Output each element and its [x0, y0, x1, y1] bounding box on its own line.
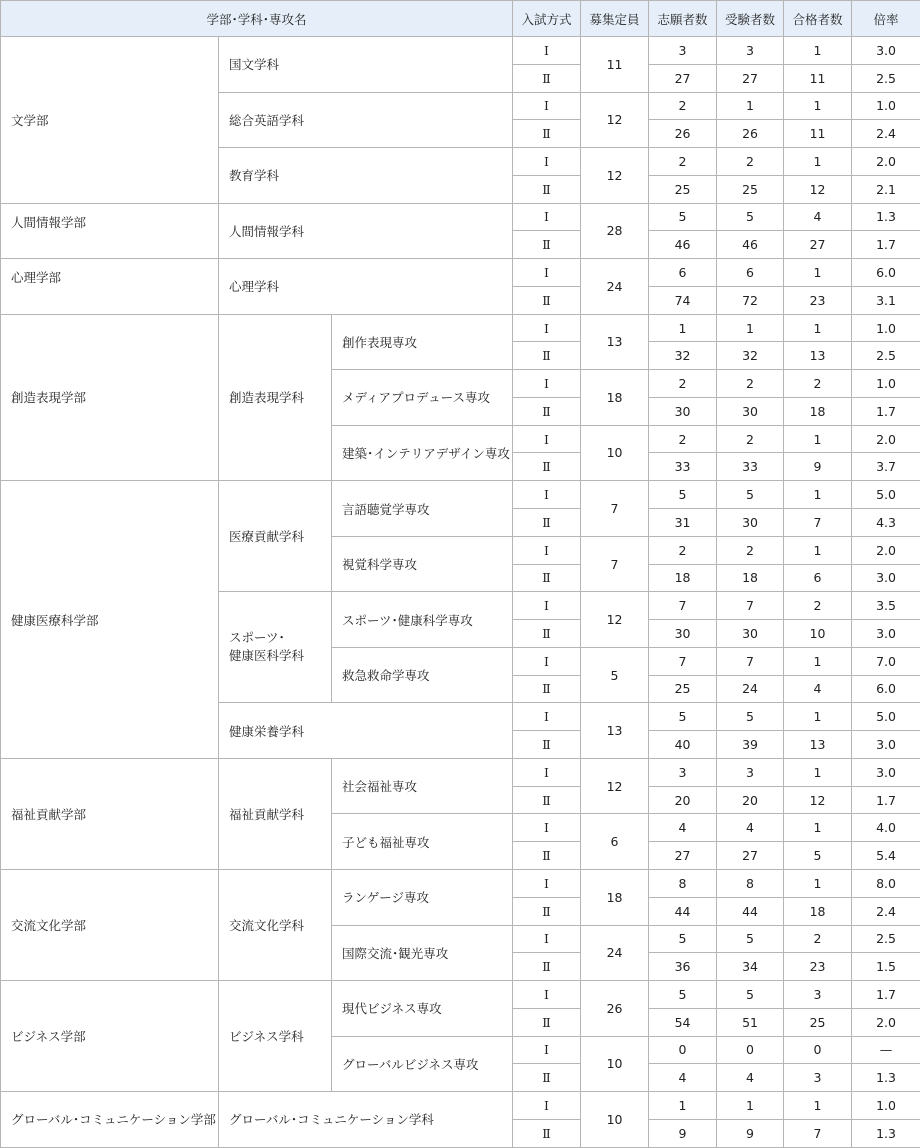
department-name: 国文学科 [219, 37, 513, 93]
applicants: 5 [649, 981, 717, 1009]
table-row [1, 37, 920, 65]
examinees: 1 [717, 1092, 784, 1120]
applicants: 33 [649, 453, 717, 481]
applicants: 27 [649, 64, 717, 92]
examinees: 1 [717, 314, 784, 342]
passers: 1 [784, 37, 852, 65]
examinees: 30 [717, 620, 784, 648]
passers: 6 [784, 564, 852, 592]
passers: 13 [784, 731, 852, 759]
ratio: 1.0 [852, 314, 920, 342]
quota: 12 [581, 148, 649, 204]
examinees: 0 [717, 1036, 784, 1064]
applicants: 4 [649, 814, 717, 842]
exam-method: Ⅰ [513, 536, 581, 564]
exam-method: Ⅰ [513, 425, 581, 453]
passers: 1 [784, 814, 852, 842]
applicants: 6 [649, 259, 717, 287]
passers: 18 [784, 397, 852, 425]
applicants: 25 [649, 175, 717, 203]
exam-method: Ⅰ [513, 203, 581, 231]
major-name: 子ども福祉専攻 [332, 814, 513, 870]
examinees: 72 [717, 286, 784, 314]
exam-method: Ⅱ [513, 120, 581, 148]
quota: 10 [581, 425, 649, 481]
ratio: 1.3 [852, 1064, 920, 1092]
exam-method: Ⅰ [513, 981, 581, 1009]
table-body [1, 37, 920, 1148]
ratio: 2.5 [852, 64, 920, 92]
passers: 13 [784, 342, 852, 370]
examinees: 39 [717, 731, 784, 759]
applicants: 30 [649, 620, 717, 648]
examinees: 9 [717, 1119, 784, 1147]
ratio: 4.3 [852, 509, 920, 537]
examinees: 2 [717, 148, 784, 176]
examinees: 24 [717, 675, 784, 703]
applicants: 3 [649, 758, 717, 786]
examinees: 2 [717, 536, 784, 564]
applicants: 54 [649, 1008, 717, 1036]
major-name: 建築･インテリアデザイン専攻 [332, 425, 513, 481]
table-row [1, 259, 920, 287]
major-name: 創作表現専攻 [332, 314, 513, 370]
ratio: 1.3 [852, 1119, 920, 1147]
exam-method: Ⅰ [513, 37, 581, 65]
table-row [1, 869, 920, 897]
major-name: 言語聴覚学専攻 [332, 481, 513, 537]
applicants: 0 [649, 1036, 717, 1064]
examinees: 20 [717, 786, 784, 814]
applicants: 2 [649, 148, 717, 176]
exam-method: Ⅱ [513, 1064, 581, 1092]
applicants: 44 [649, 897, 717, 925]
exam-method: Ⅰ [513, 592, 581, 620]
exam-method: Ⅰ [513, 703, 581, 731]
quota: 6 [581, 814, 649, 870]
quota: 18 [581, 869, 649, 925]
quota: 12 [581, 92, 649, 148]
examinees: 3 [717, 758, 784, 786]
major-name: 社会福祉専攻 [332, 758, 513, 814]
quota: 18 [581, 370, 649, 426]
header-quota: 募集定員 [581, 1, 649, 37]
applicants: 7 [649, 647, 717, 675]
exam-method: Ⅱ [513, 453, 581, 481]
examinees: 5 [717, 703, 784, 731]
exam-method: Ⅱ [513, 342, 581, 370]
exam-method: Ⅰ [513, 314, 581, 342]
ratio: 3.1 [852, 286, 920, 314]
major-name: ランゲージ専攻 [332, 869, 513, 925]
department-name: スポーツ･ 健康医科学科 [219, 592, 332, 703]
header-name: 学部･学科･専攻名 [1, 1, 513, 37]
exam-method: Ⅱ [513, 620, 581, 648]
applicants: 1 [649, 314, 717, 342]
applicants: 36 [649, 953, 717, 981]
passers: 4 [784, 203, 852, 231]
applicants: 2 [649, 370, 717, 398]
passers: 1 [784, 869, 852, 897]
passers: 25 [784, 1008, 852, 1036]
exam-method: Ⅱ [513, 564, 581, 592]
applicants: 26 [649, 120, 717, 148]
ratio: 1.3 [852, 203, 920, 231]
exam-method: Ⅰ [513, 259, 581, 287]
ratio: 6.0 [852, 259, 920, 287]
major-name: 救急救命学専攻 [332, 647, 513, 703]
table-row [1, 314, 920, 342]
passers: 1 [784, 647, 852, 675]
exam-method: Ⅱ [513, 786, 581, 814]
examinees: 2 [717, 370, 784, 398]
passers: 23 [784, 286, 852, 314]
exam-method: Ⅱ [513, 64, 581, 92]
examinees: 4 [717, 1064, 784, 1092]
ratio: 2.0 [852, 425, 920, 453]
header-row [1, 1, 920, 37]
applicants: 9 [649, 1119, 717, 1147]
passers: 1 [784, 148, 852, 176]
quota: 7 [581, 481, 649, 537]
department-name: 教育学科 [219, 148, 513, 204]
department-name: 交流文化学科 [219, 869, 332, 980]
passers: 3 [784, 981, 852, 1009]
examinees: 27 [717, 64, 784, 92]
quota: 13 [581, 314, 649, 370]
passers: 9 [784, 453, 852, 481]
quota: 10 [581, 1092, 649, 1148]
table-row [1, 758, 920, 786]
department-name: 福祉貢献学科 [219, 758, 332, 869]
ratio: 3.0 [852, 620, 920, 648]
applicants: 25 [649, 675, 717, 703]
faculty-name: グローバル･コミュニケーション学部 [1, 1092, 219, 1148]
examinees: 4 [717, 814, 784, 842]
passers: 2 [784, 925, 852, 953]
examinees: 18 [717, 564, 784, 592]
ratio: 3.7 [852, 453, 920, 481]
department-name: 健康栄養学科 [219, 703, 513, 759]
major-name: 視覚科学専攻 [332, 536, 513, 592]
ratio: 3.0 [852, 731, 920, 759]
exam-method: Ⅰ [513, 814, 581, 842]
examinees: 51 [717, 1008, 784, 1036]
ratio: 2.0 [852, 148, 920, 176]
passers: 1 [784, 314, 852, 342]
header-passers: 合格者数 [784, 1, 852, 37]
ratio: — [852, 1036, 920, 1064]
passers: 1 [784, 481, 852, 509]
quota: 10 [581, 1036, 649, 1092]
passers: 1 [784, 425, 852, 453]
quota: 26 [581, 981, 649, 1037]
ratio: 2.0 [852, 1008, 920, 1036]
passers: 11 [784, 64, 852, 92]
ratio: 8.0 [852, 869, 920, 897]
passers: 2 [784, 370, 852, 398]
major-name: 現代ビジネス専攻 [332, 981, 513, 1037]
table-row [1, 481, 920, 509]
applicants: 2 [649, 92, 717, 120]
examinees: 44 [717, 897, 784, 925]
applicants: 46 [649, 231, 717, 259]
department-name: 心理学科 [219, 259, 513, 315]
department-name: 創造表現学科 [219, 314, 332, 481]
quota: 24 [581, 259, 649, 315]
department-name: 医療貢献学科 [219, 481, 332, 592]
exam-method: Ⅰ [513, 925, 581, 953]
department-name: グローバル･コミュニケーション学科 [219, 1092, 513, 1148]
exam-method: Ⅱ [513, 675, 581, 703]
header-applicants: 志願者数 [649, 1, 717, 37]
ratio: 3.0 [852, 37, 920, 65]
ratio: 1.5 [852, 953, 920, 981]
examinees: 7 [717, 647, 784, 675]
faculty-name: 交流文化学部 [1, 869, 219, 980]
header-examinees: 受験者数 [717, 1, 784, 37]
header-ratio: 倍率 [852, 1, 920, 37]
examinees: 3 [717, 37, 784, 65]
exam-method: Ⅱ [513, 897, 581, 925]
exam-method: Ⅰ [513, 92, 581, 120]
ratio: 4.0 [852, 814, 920, 842]
ratio: 5.4 [852, 842, 920, 870]
faculty-name: 健康医療科学部 [1, 481, 219, 759]
faculty-name: 人間情報学部 [1, 203, 219, 259]
exam-method: Ⅰ [513, 148, 581, 176]
applicants: 4 [649, 1064, 717, 1092]
quota: 5 [581, 647, 649, 703]
exam-method: Ⅱ [513, 231, 581, 259]
passers: 1 [784, 536, 852, 564]
passers: 5 [784, 842, 852, 870]
applicants: 8 [649, 869, 717, 897]
ratio: 3.5 [852, 592, 920, 620]
major-name: メディアプロデュース専攻 [332, 370, 513, 426]
ratio: 3.0 [852, 758, 920, 786]
ratio: 2.4 [852, 120, 920, 148]
quota: 12 [581, 592, 649, 648]
exam-method: Ⅰ [513, 1092, 581, 1120]
quota: 13 [581, 703, 649, 759]
exam-method: Ⅱ [513, 397, 581, 425]
quota: 7 [581, 536, 649, 592]
ratio: 2.5 [852, 342, 920, 370]
examinees: 1 [717, 92, 784, 120]
examinees: 8 [717, 869, 784, 897]
examinees: 2 [717, 425, 784, 453]
exam-method: Ⅰ [513, 869, 581, 897]
major-name: グローバルビジネス専攻 [332, 1036, 513, 1092]
passers: 0 [784, 1036, 852, 1064]
applicants: 18 [649, 564, 717, 592]
examinees: 6 [717, 259, 784, 287]
examinees: 7 [717, 592, 784, 620]
ratio: 1.7 [852, 981, 920, 1009]
ratio: 7.0 [852, 647, 920, 675]
passers: 23 [784, 953, 852, 981]
examinees: 26 [717, 120, 784, 148]
major-name: スポーツ･健康科学専攻 [332, 592, 513, 648]
passers: 3 [784, 1064, 852, 1092]
exam-method: Ⅱ [513, 175, 581, 203]
ratio: 1.0 [852, 370, 920, 398]
passers: 1 [784, 259, 852, 287]
examinees: 5 [717, 981, 784, 1009]
passers: 27 [784, 231, 852, 259]
department-name: ビジネス学科 [219, 981, 332, 1092]
exam-method: Ⅰ [513, 481, 581, 509]
ratio: 3.0 [852, 564, 920, 592]
applicants: 40 [649, 731, 717, 759]
passers: 12 [784, 175, 852, 203]
applicants: 5 [649, 481, 717, 509]
examinees: 46 [717, 231, 784, 259]
ratio: 2.1 [852, 175, 920, 203]
table-row [1, 203, 920, 231]
applicants: 20 [649, 786, 717, 814]
passers: 12 [784, 786, 852, 814]
quota: 11 [581, 37, 649, 93]
exam-method: Ⅰ [513, 758, 581, 786]
examinees: 30 [717, 509, 784, 537]
exam-method: Ⅰ [513, 370, 581, 398]
examinees: 25 [717, 175, 784, 203]
passers: 18 [784, 897, 852, 925]
exam-method: Ⅱ [513, 953, 581, 981]
quota: 28 [581, 203, 649, 259]
passers: 1 [784, 92, 852, 120]
examinees: 34 [717, 953, 784, 981]
quota: 12 [581, 758, 649, 814]
department-name: 総合英語学科 [219, 92, 513, 148]
passers: 1 [784, 1092, 852, 1120]
exam-method: Ⅱ [513, 842, 581, 870]
ratio: 5.0 [852, 481, 920, 509]
applicants: 5 [649, 203, 717, 231]
applicants: 30 [649, 397, 717, 425]
exam-method: Ⅱ [513, 1008, 581, 1036]
faculty-name: 心理学部 [1, 259, 219, 315]
faculty-name: 文学部 [1, 37, 219, 204]
passers: 2 [784, 592, 852, 620]
applicants: 2 [649, 425, 717, 453]
examinees: 5 [717, 925, 784, 953]
exam-method: Ⅰ [513, 1036, 581, 1064]
ratio: 2.5 [852, 925, 920, 953]
ratio: 6.0 [852, 675, 920, 703]
table-row [1, 981, 920, 1009]
examinees: 5 [717, 481, 784, 509]
applicants: 32 [649, 342, 717, 370]
faculty-name: 福祉貢献学部 [1, 758, 219, 869]
passers: 1 [784, 758, 852, 786]
passers: 11 [784, 120, 852, 148]
applicants: 5 [649, 925, 717, 953]
applicants: 7 [649, 592, 717, 620]
ratio: 1.7 [852, 786, 920, 814]
header-method: 入試方式 [513, 1, 581, 37]
exam-method: Ⅱ [513, 731, 581, 759]
examinees: 27 [717, 842, 784, 870]
table-row [1, 1092, 920, 1120]
ratio: 1.0 [852, 92, 920, 120]
examinees: 33 [717, 453, 784, 481]
exam-method: Ⅱ [513, 1119, 581, 1147]
applicants: 3 [649, 37, 717, 65]
ratio: 1.7 [852, 397, 920, 425]
faculty-name: 創造表現学部 [1, 314, 219, 481]
applicants: 27 [649, 842, 717, 870]
examinees: 5 [717, 203, 784, 231]
exam-method: Ⅰ [513, 647, 581, 675]
applicants: 2 [649, 536, 717, 564]
applicants: 1 [649, 1092, 717, 1120]
ratio: 2.0 [852, 536, 920, 564]
department-name: 人間情報学科 [219, 203, 513, 259]
passers: 7 [784, 509, 852, 537]
passers: 7 [784, 1119, 852, 1147]
passers: 10 [784, 620, 852, 648]
quota: 24 [581, 925, 649, 981]
faculty-name: ビジネス学部 [1, 981, 219, 1092]
major-name: 国際交流･観光専攻 [332, 925, 513, 981]
applicants: 74 [649, 286, 717, 314]
ratio: 5.0 [852, 703, 920, 731]
passers: 4 [784, 675, 852, 703]
ratio: 1.0 [852, 1092, 920, 1120]
exam-method: Ⅱ [513, 509, 581, 537]
passers: 1 [784, 703, 852, 731]
exam-method: Ⅱ [513, 286, 581, 314]
examinees: 32 [717, 342, 784, 370]
examinees: 30 [717, 397, 784, 425]
ratio: 2.4 [852, 897, 920, 925]
applicants: 31 [649, 509, 717, 537]
applicants: 5 [649, 703, 717, 731]
ratio: 1.7 [852, 231, 920, 259]
